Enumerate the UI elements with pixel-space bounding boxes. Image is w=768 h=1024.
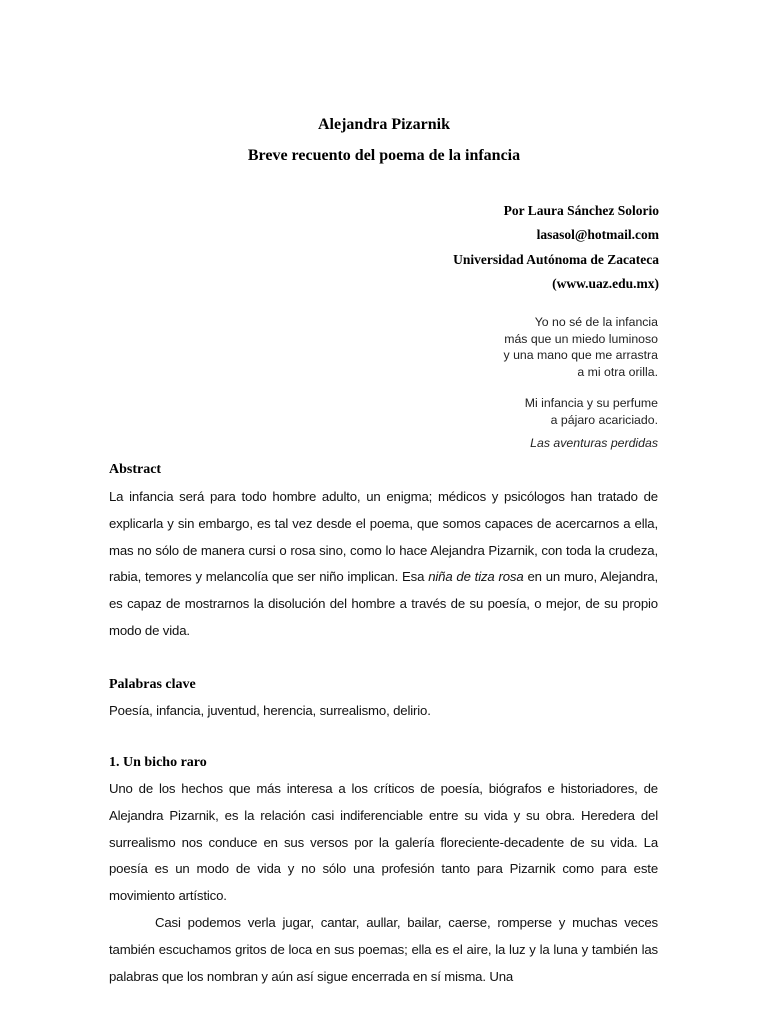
abstract-text-after: en un muro, Alejandra, es capaz de mostrarnos la disolución del hombre a través de su poesía, o mejor, de su propio modo de vida.: [109, 569, 659, 638]
author-website: (www.uaz.edu.mx): [552, 275, 659, 291]
section1-paragraph: Casi podemos verla jugar, cantar, aullar, bailar, caerse, romperse y muchas veces también escuchamos gritos de loca en sus poemas; ella es el aire, la luz y la luna y también las palabras que los nombran y aún así sigue encerrada en sí misma. Una: [109, 915, 658, 984]
document-title: Alejandra Pizarnik: [318, 116, 450, 133]
section1-heading: 1. Un bicho raro: [109, 755, 207, 770]
abstract-text-before: La infancia será para todo hombre adulto, un enigma; médicos y psicólogos han tratado de explicarla y sin embargo, es tal vez desde el poema, que somos capaces de acercarnos a ella, mas no sólo de manera cursi o rosa sino, como lo hace Alejandra Pizarnik, con toda la crudeza, rabia, temores y melancolía que ser niño implican. Esa: [109, 489, 658, 585]
document-subtitle: Breve recuento del poema de la infancia: [247, 147, 521, 164]
section1-paragraph: Uno de los hechos que más interesa a los críticos de poesía, biógrafos e historiadores, de Alejandra Pizarnik, es la relación casi indiferenciable entre su vida y su obra. Heredera del surrealismo nos conduce en sus versos por la galería floreciente-decadente de su vida. La poesía es un modo de vida y no sólo una profesión tanto para Pizarnik como para este movimiento artístico.: [109, 781, 658, 904]
author-byline: Por Laura Sánchez Solorio: [503, 203, 659, 218]
epigraph: [504, 314, 658, 452]
keywords-heading: Palabras clave: [109, 677, 196, 692]
epigraph-line: a mi otra orilla.: [577, 364, 658, 379]
stanza-gap: [504, 380, 658, 395]
abstract-text-italic: niña de tiza rosa: [428, 569, 524, 585]
epigraph-source: Las aventuras perdidas: [530, 436, 658, 450]
author-block: [453, 199, 659, 296]
epigraph-line: más que un miedo luminoso: [504, 331, 658, 346]
epigraph-line: a pájaro acariciado.: [550, 412, 658, 427]
epigraph-line: y una mano que me arrastra: [503, 348, 658, 362]
epigraph-line: Mi infancia y su perfume: [524, 396, 658, 410]
abstract-heading: Abstract: [109, 462, 162, 477]
keywords-text: Poesía, infancia, juventud, herencia, surrealismo, delirio.: [109, 703, 431, 718]
author-affiliation: Universidad Autónoma de Zacateca: [453, 251, 659, 267]
abstract-paragraph: [109, 484, 658, 645]
author-email: lasasol@hotmail.com: [536, 227, 659, 243]
epigraph-line: Yo no sé de la infancia: [534, 315, 658, 329]
